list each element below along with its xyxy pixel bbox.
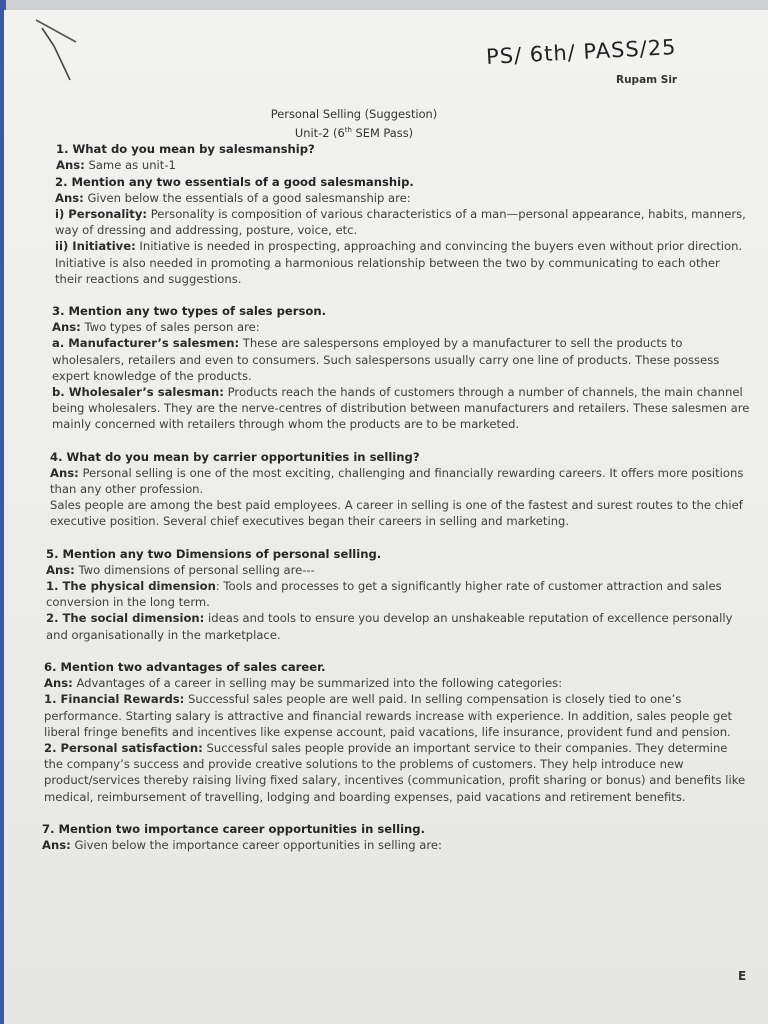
question-5: 5. Mention any two Dimensions of personal selling. <box>46 546 382 561</box>
question-6: 6. Mention two advantages of sales career. <box>44 659 326 674</box>
section-2 <box>55 174 750 287</box>
answer-6: Ans: Advantages of a career in selling may be summarized into the following categories: <box>44 676 563 691</box>
section-3 <box>52 303 750 433</box>
answer-6-point-2: 2. Personal satisfaction: Successful sales people provide an important service to their companies. They determine the company’s success and provide creative solutions to the problems of customers. They help introduce new product/services thereby raising living fixed salary, incentives (communication, profit sharing or bonus) and benefits like medical, reimbursement of travelling, lodging and boarding expenses, paid vacations and retirement benefits. <box>44 740 746 804</box>
author-name: Rupam Sir <box>616 74 678 86</box>
answer-3-point-1: a. Manufacturer’s salesmen: These are salespersons employed by a manufacturer to sell the products to wholesalers, retailers and even to consumers. Such salespersons usually carry one line of products. These possess expert knowledge of the products. <box>52 336 720 383</box>
answer-5: Ans: Two dimensions of personal selling are--- <box>46 562 315 577</box>
question-7: 7. Mention two importance career opportunities in selling. <box>42 821 426 836</box>
handwritten-code: PS/ 6th/ PASS/25 <box>485 35 678 69</box>
answer-5-point-1: 1. The physical dimension: Tools and processes to get a significantly higher rate of customer attraction and sales conversion in the long term. <box>46 579 722 610</box>
answer-2-point-1: i) Personality: Personality is composition of various characteristics of a man—personal appearance, habits, manners, way of dressing and addressing, posture, voice, etc. <box>55 207 746 238</box>
pen-scribble-icon <box>32 16 92 86</box>
answer-4-point-1: Sales people are among the best paid employees. A career in selling is one of the fastest and surest routes to the chief executive position. Several chief executives began their careers in selling and marketing. <box>50 498 743 529</box>
section-4 <box>50 449 750 530</box>
question-1: 1. What do you mean by salesmanship? <box>56 142 315 157</box>
section-1 <box>56 141 750 173</box>
answer-1: Ans: Same as unit-1 <box>56 158 176 173</box>
answer-6-point-1: 1. Financial Rewards: Successful sales people are well paid. In selling compensation is closely tied to one’s performance. Starting salary is attractive and financial rewards increase with experience. In addition, sales people get liberal fringe benefits and incentives like expense account, paid vacations, life insurance, provident fund and pension. <box>44 692 733 739</box>
section-5 <box>46 546 750 643</box>
answer-7: Ans: Given below the importance career opportunities in selling are: <box>42 837 442 852</box>
document-body <box>42 106 750 853</box>
answer-2-point-2: ii) Initiative: Initiative is needed in prospecting, approaching and convincing the buyers even without prior direction. Initiative is also needed in promoting a harmonious relationship between the two by communicating to each other their reactions and suggestions. <box>55 239 743 286</box>
question-4: 4. What do you mean by carrier opportunities in selling? <box>50 449 420 464</box>
answer-3-point-2: b. Wholesaler’s salesman: Products reach the hands of customers through a number of channels, the main channel being wholesalers. They are the nerve-centres of distribution between manufacturers and retailers. These salesmen are mainly concerned with retailers through whom the products are to be marketed. <box>52 385 750 432</box>
document-subtitle: Unit-2 (6th SEM Pass) <box>294 126 414 140</box>
document-title: Personal Selling (Suggestion) <box>270 107 438 121</box>
page-number: E <box>738 969 747 983</box>
document-page <box>4 10 768 1024</box>
answer-3: Ans: Two types of sales person are: <box>52 320 260 335</box>
question-3: 3. Mention any two types of sales person. <box>52 304 327 319</box>
answer-2: Ans: Given below the essentials of a good salesmanship are: <box>55 190 411 205</box>
answer-5-point-2: 2. The social dimension: ideas and tools to ensure you develop an unshakeable reputation of excellence personally and organisationally in the marketplace. <box>46 611 733 642</box>
answer-4: Ans: Personal selling is one of the most exciting, challenging and financially rewarding careers. It offers more positions than any other profession. <box>50 465 744 497</box>
section-7 <box>42 821 750 853</box>
document-titles <box>4 106 750 141</box>
question-2: 2. Mention any two essentials of a good salesmanship. <box>55 174 414 189</box>
section-6 <box>44 659 748 805</box>
